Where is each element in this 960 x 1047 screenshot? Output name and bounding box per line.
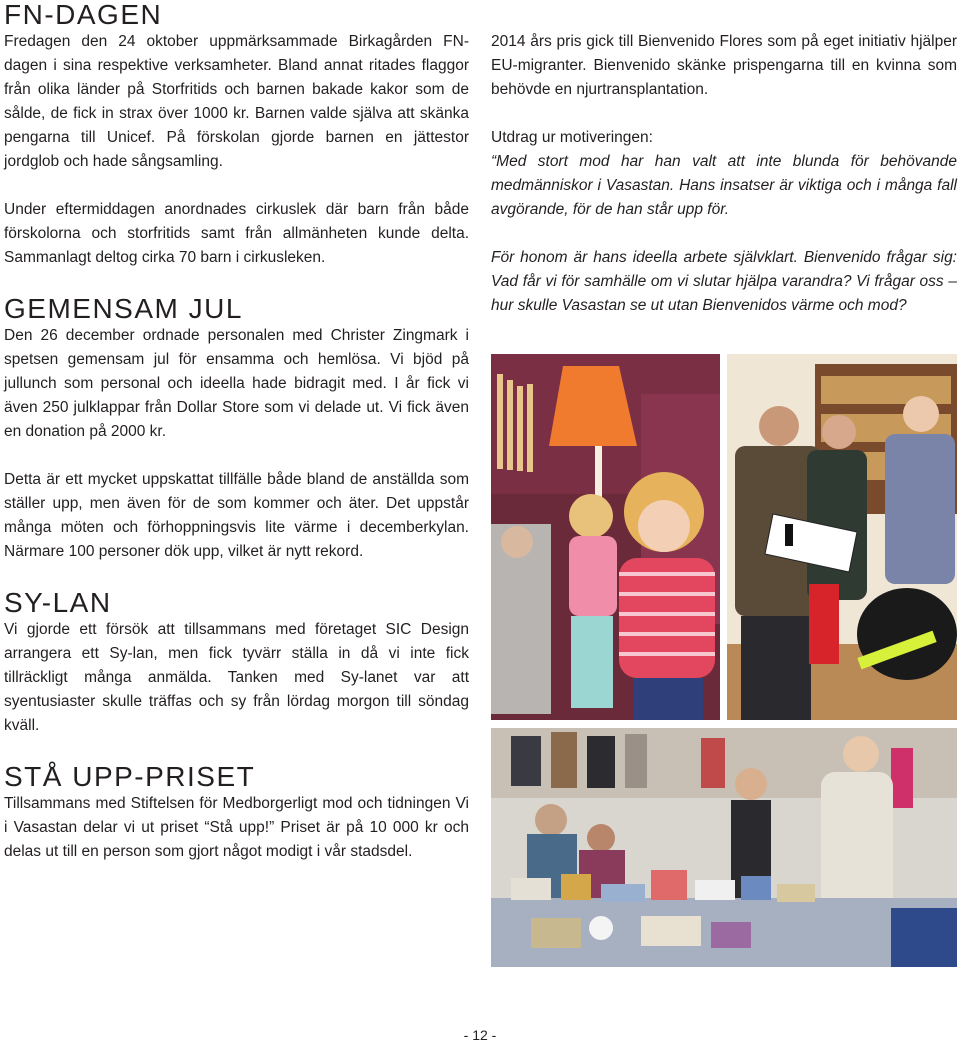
jul-paragraph-1: Den 26 december ordnade personalen med Christer Zingmark i spetsen gemensam jul för ensamma och hemlösa. Vi bjöd på jullunch som personal och ideella hade bidragit med. I år fick vi även 250 julklappar från Dollar Store som vi delade ut. Vi fick även en donation på 2000 kr. (4, 327, 469, 440)
fn-paragraph-1: Fredagen den 24 oktober uppmärksammade Birkagården FN-dagen i sina respektive verksamheter. Bland annat ritades flaggor från olika länder på Storfritids och barnen bakade kakor som de sålde, de fick in strax över 1000 kr. Barnen valde själva att skänka pengarna till Unicef. På förskolan gjorde barnen en jättestor jordglob och hade sångsamling. (4, 33, 469, 170)
heading-sta-upp-priset: STÅ UPP-PRISET (4, 761, 256, 792)
right-column (491, 30, 957, 318)
page-number: - 12 - (463, 1027, 497, 1043)
motivation-quote-1: “Med stort mod har han valt att inte blunda för behövande medmänniskor i Vasastan. Hans insatser är viktiga och i många fall avgörande, för de han står upp för. (491, 153, 957, 218)
heading-fn-dagen: FN-DAGEN (4, 0, 163, 30)
sylan-paragraph: Vi gjorde ett försök att tillsammans med företaget SIC Design arrangera ett Sy-lan, men fick tyvärr ställa in då vi inte fick tillräckligt många anmälda. Tanken med Sy-lanet var att syentusiaster skulle träffas och sy från lördag morgon till söndag kväll. (4, 621, 469, 734)
left-column (4, 0, 469, 864)
section-fn-dagen (4, 0, 469, 270)
section-gemensam-jul (4, 294, 469, 564)
section-sta-upp-priset (4, 762, 469, 864)
jul-paragraph-2: Detta är ett mycket uppskattat tillfälle både bland de anställda som ställer upp, men även för de som kommer och äter. Det uppstår många möten och förhoppningsvis lite värme i decemberkylan. Närmare 100 personer dök upp, vilket är nytt rekord. (4, 471, 469, 560)
sta-paragraph: Tillsammans med Stiftelsen för Medborgerligt mod och tidningen Vi i Vasastan delar vi ut priset “Stå upp!” Priset är på 10 000 kr och delas ut till en person som gjort något modigt i vår stadsdel. (4, 795, 469, 860)
section-sy-lan (4, 588, 469, 738)
photo-christmas-gifts (491, 728, 957, 967)
motivation-intro: Utdrag ur motiveringen: (491, 129, 653, 146)
motivation-quote-2: För honom är hans ideella arbete självklart. Bienvenido frågar sig: Vad får vi för samhälle om vi slutar hjälpa varandra? Vi frågar oss – hur skulle Vasastan se ut utan Bienvenidos värme och mod? (491, 249, 957, 314)
heading-gemensam-jul: GEMENSAM JUL (4, 293, 243, 324)
photo-children-circus (491, 354, 720, 720)
photo-award-ceremony (727, 354, 957, 720)
prize-winner-paragraph: 2014 års pris gick till Bienvenido Flores som på eget initiativ hjälper EU-migranter. Bienvenido skänke prispengarna till en kvinna som behövde en njurtransplantation. (491, 33, 957, 98)
heading-sy-lan: SY-LAN (4, 587, 112, 618)
fn-paragraph-2: Under eftermiddagen anordnades cirkuslek där barn från både förskolorna och storfritids samt från allmänheten kunde delta. Sammanlagt deltog cirka 70 barn i cirkusleken. (4, 201, 469, 266)
